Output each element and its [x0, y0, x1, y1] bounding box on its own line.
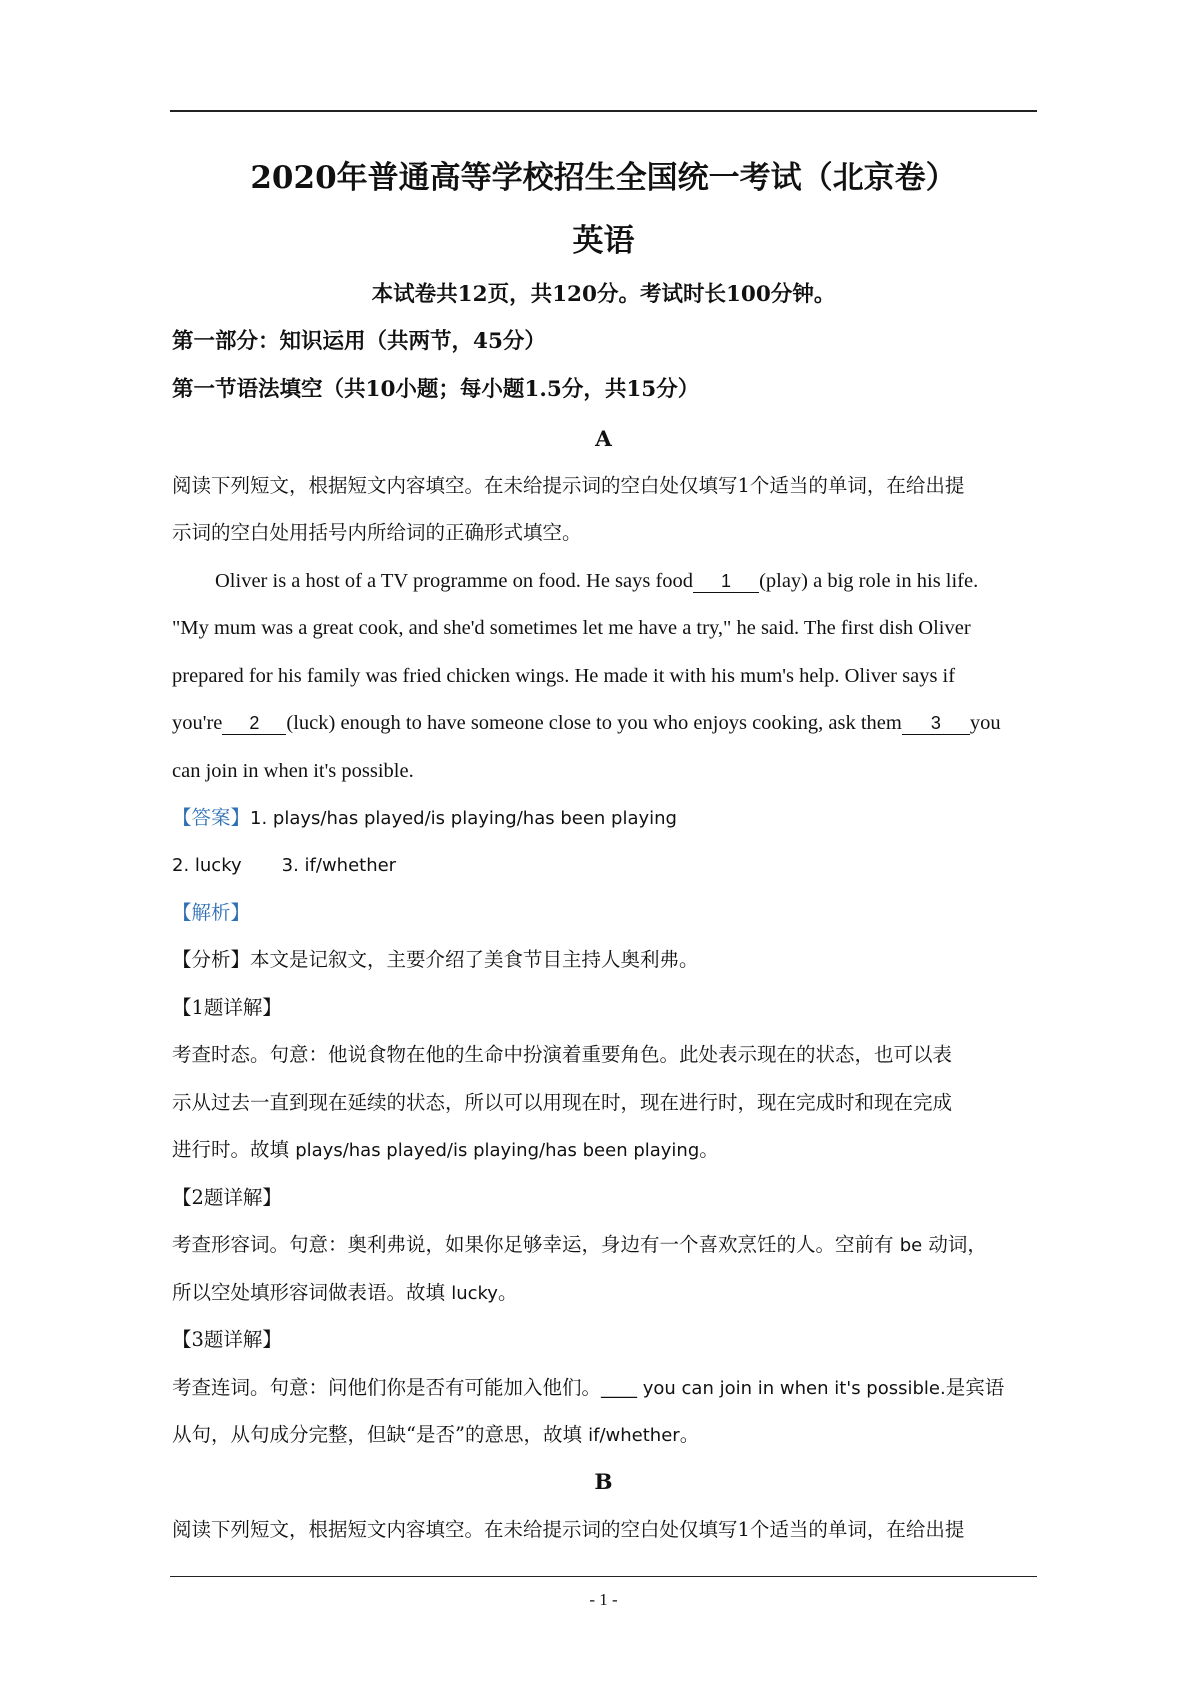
- blank-3: 3: [902, 712, 970, 735]
- blank-1: 1: [693, 570, 759, 593]
- q1-heading: 【1题详解】: [172, 996, 282, 1019]
- passage-b-label: B: [594, 1470, 613, 1495]
- subject-title: 英语: [572, 223, 635, 259]
- analysis-label: 【解析】: [172, 901, 251, 924]
- passage-a-label: A: [595, 427, 612, 452]
- q1-line-1: 考查时态。句意：他说食物在他的生命中扮演着重要角色。此处表示现在的状态，也可以表: [172, 1043, 953, 1066]
- answer-1: 1. plays/has played/is playing/has been playing: [250, 808, 677, 829]
- q3-heading: 【3题详解】: [172, 1328, 282, 1351]
- blank-2: 2: [222, 712, 286, 735]
- answer-2: 2. lucky: [172, 855, 242, 876]
- exam-info: 本试卷共12页，共120分。考试时长100分钟。: [371, 282, 836, 307]
- passage-a-line-1: Oliver is a host of a TV programme on food. He says food 1 (play) a big role in his life.: [215, 570, 979, 592]
- answer-line-1: [172, 805, 1037, 832]
- passage-b-instruction-1: 阅读下列短文，根据短文内容填空。在未给提示词的空白处仅填写1个适当的单词，在给出提: [172, 1518, 965, 1541]
- q3-line-1: 考查连词。句意：问他们你是否有可能加入他们。____ you can join in when it's possible.是宾语: [172, 1376, 1005, 1399]
- passage-a-instruction-1: 阅读下列短文，根据短文内容填空。在未给提示词的空白处仅填写1个适当的单词，在给出提: [172, 474, 965, 497]
- section1-heading: 第一节语法填空（共10小题；每小题1.5分，共15分）: [172, 377, 700, 402]
- q2-heading: 【2题详解】: [172, 1186, 282, 1209]
- answer-label: 【答案】: [172, 806, 251, 829]
- passage-a-instruction-2: 示词的空白处用括号内所给词的正确形式填空。: [172, 521, 582, 544]
- header-rule: [170, 110, 1037, 112]
- q1-line-3: 进行时。故填 plays/has played/is playing/has been playing。: [172, 1138, 719, 1161]
- footer-rule: [170, 1576, 1037, 1577]
- q3-line-2: 从句，从句成分完整，但缺“是否”的意思，故填 if/whether。: [172, 1423, 700, 1446]
- answer-3: 3. if/whether: [281, 855, 397, 876]
- part1-heading: 第一部分：知识运用（共两节，45分）: [172, 329, 546, 354]
- passage-a-line-2: "My mum was a great cook, and she'd sometimes let me have a try," he said. The first dish Oliver: [172, 617, 971, 639]
- q1-line-2: 示从过去一直到现在延续的状态，所以可以用现在时，现在进行时，现在完成时和现在完成: [172, 1091, 953, 1114]
- exam-title: 2020年普通高等学校招生全国统一考试（北京卷）: [250, 160, 957, 196]
- passage-a-line-3: prepared for his family was fried chicken wings. He made it with his mum's help. Oliver says if: [172, 665, 956, 687]
- q2-line-1: 考查形容词。句意：奥利弗说，如果你足够幸运，身边有一个喜欢烹饪的人。空前有 be 动词，: [172, 1233, 987, 1256]
- analysis-summary: 【分析】本文是记叙文，主要介绍了美食节目主持人奥利弗。: [172, 948, 699, 971]
- passage-a-line-5: can join in when it's possible.: [172, 760, 414, 782]
- passage-a-line-4: you're 2 (luck) enough to have someone close to you who enjoys cooking, ask them 3 you: [172, 712, 1001, 734]
- answer-line-2: [172, 853, 1037, 879]
- q2-line-2: 所以空处填形容词做表语。故填 lucky。: [172, 1281, 518, 1304]
- page-number: - 1 -: [589, 1590, 618, 1609]
